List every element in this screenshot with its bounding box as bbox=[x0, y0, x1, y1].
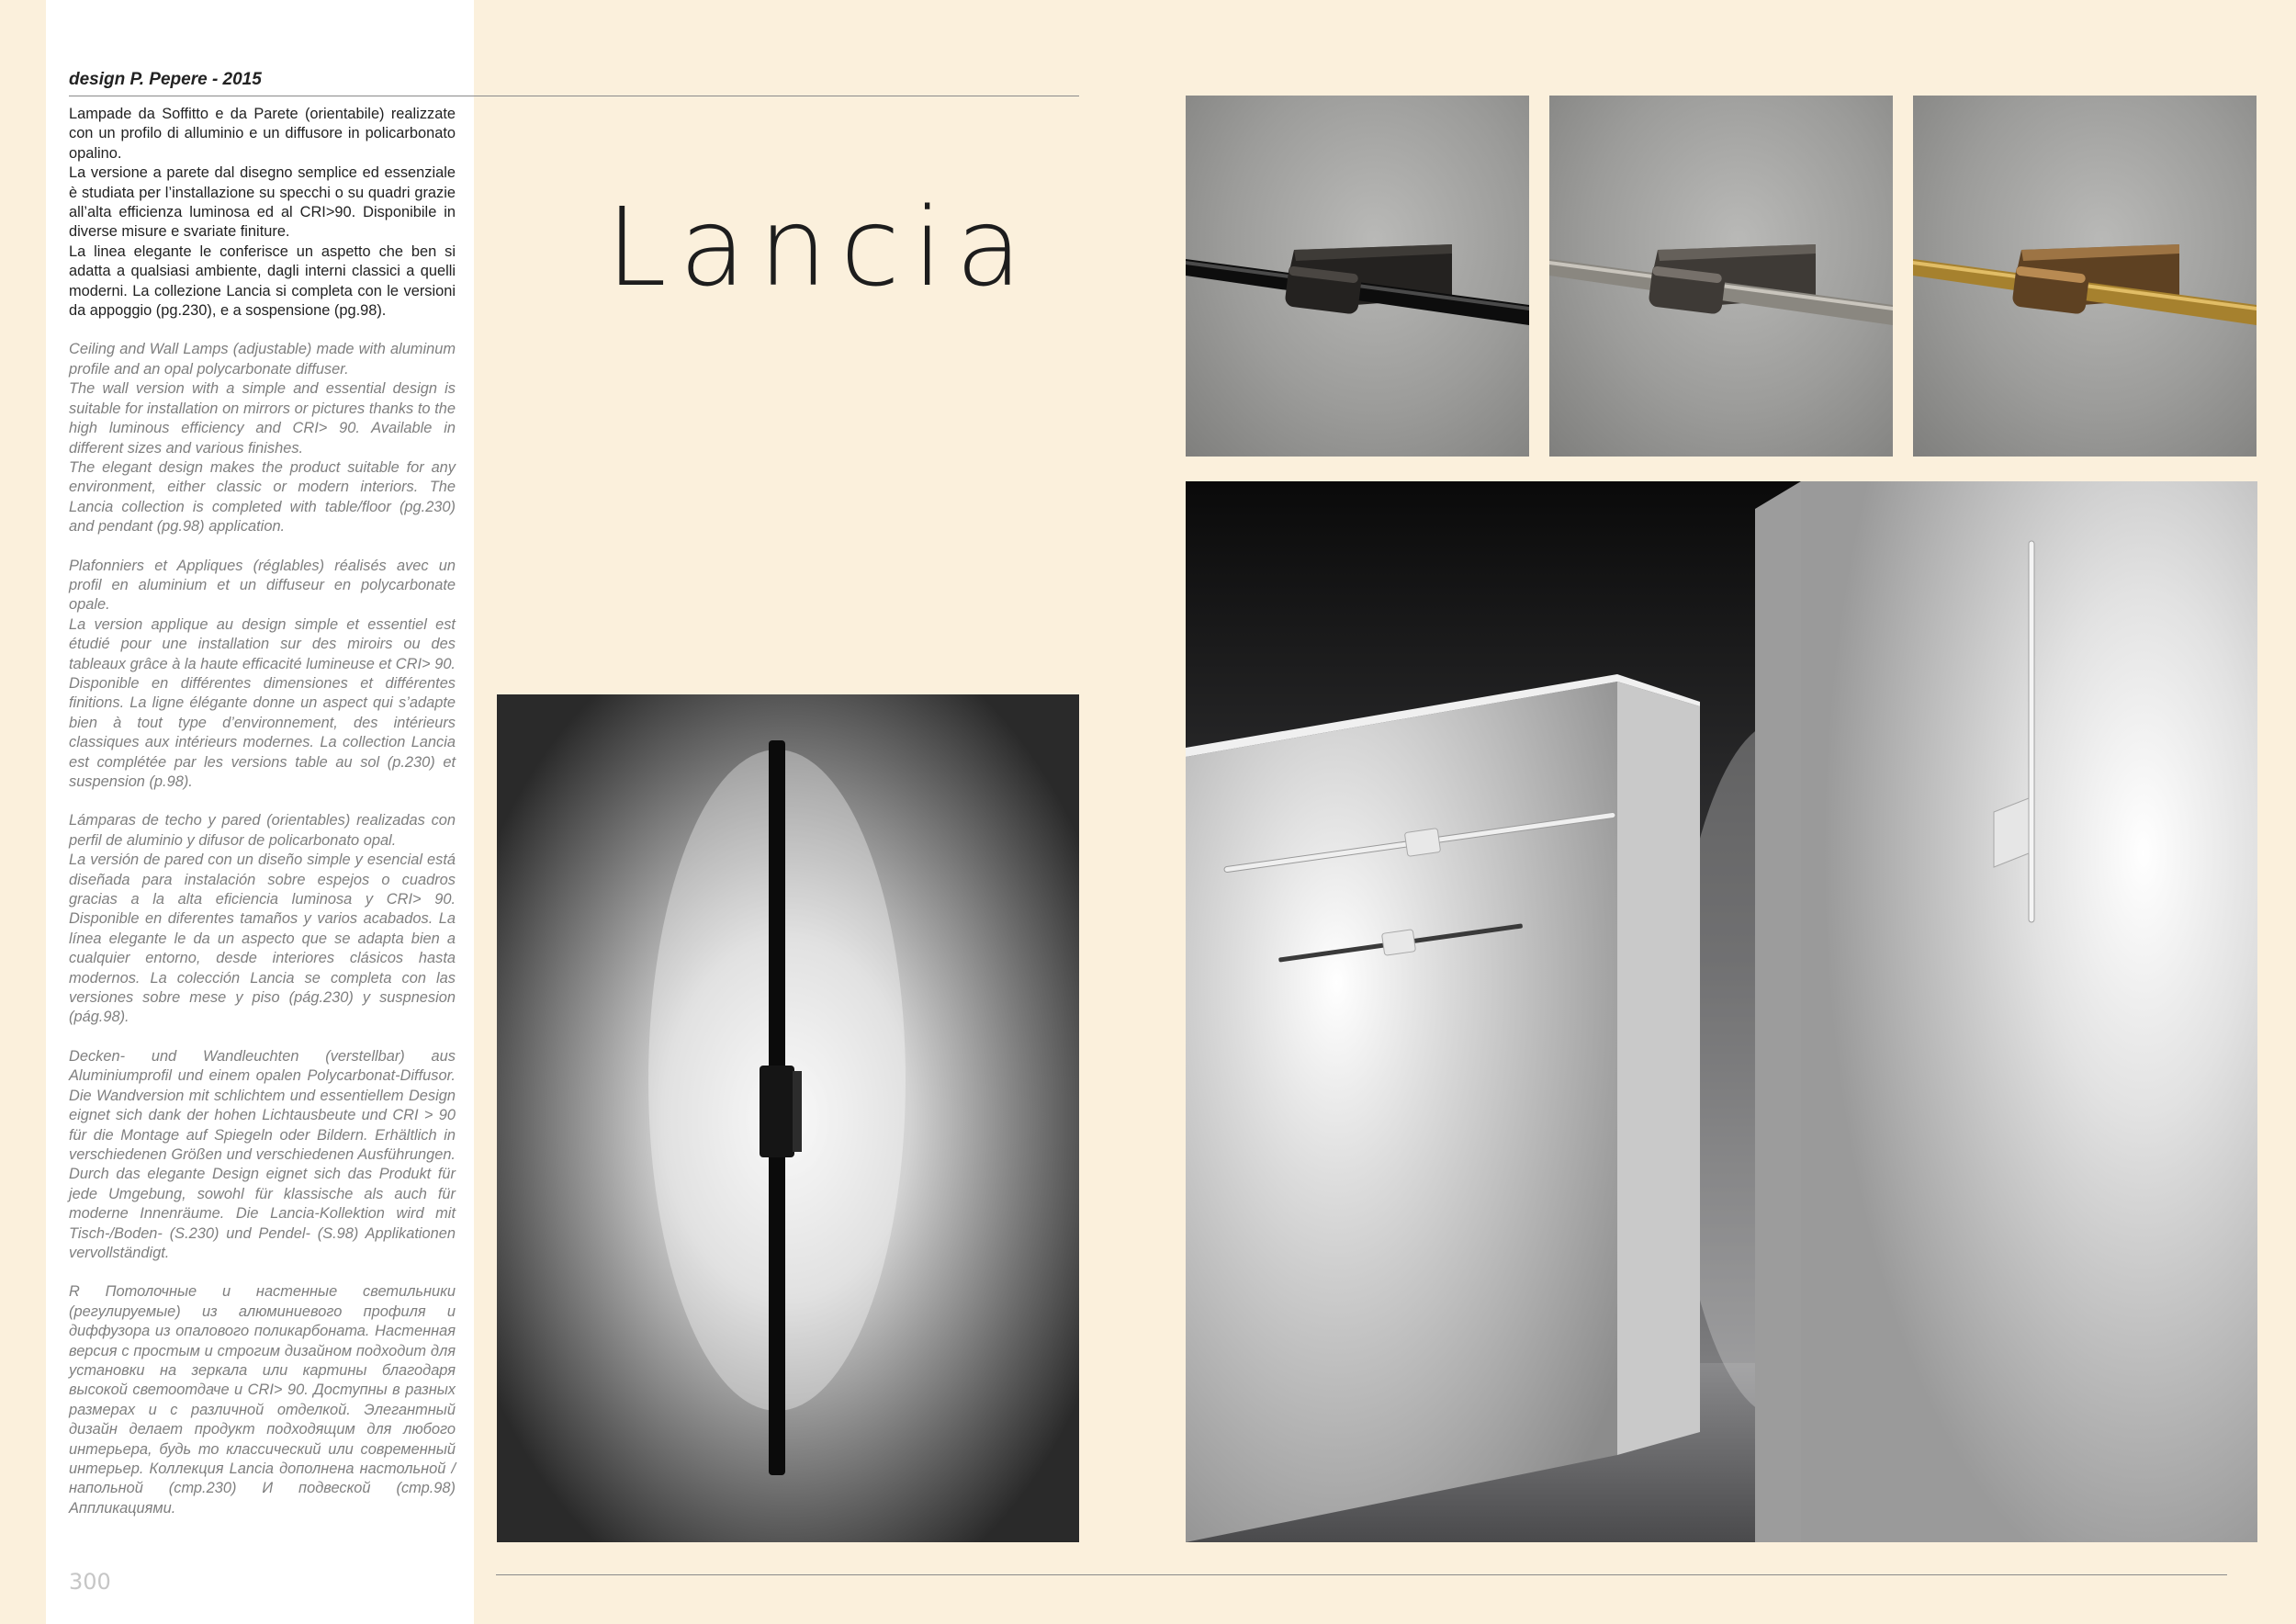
description-english-3: The elegant design makes the product suitable for any environment, either classic or modern interiors. The Lancia collection is completed with table/floor (pg.230) and pendant (pg.98) application. bbox=[69, 458, 456, 536]
vertical-lamp-photo bbox=[497, 694, 1079, 1542]
wall-panel-left bbox=[1186, 682, 1617, 1542]
description-italian-1: Lampade da Soffitto e da Parete (orientabile) realizzate con un profilo di alluminio e un diffusore in policarbonato opalino. bbox=[69, 106, 456, 162]
description-column bbox=[69, 105, 456, 1518]
description-italian-3: La linea elegante le conferisce un aspetto che ben si adatta a qualsiasi ambiente, dagli interni classici a quelli moderni. La collezione Lancia si completa con le versioni da appoggio (pg.230), e a sospensione (pg.98). bbox=[69, 242, 456, 320]
description-french-1: Plafonniers et Appliques (réglables) réalisés avec un profil en aluminium et un diffuseur en polycarbonate opale. bbox=[69, 557, 456, 614]
description-spanish-1: Lámparas de techo y pared (orientables) realizadas con perfil de aluminio y difusor de policarbonato opal. bbox=[69, 812, 456, 849]
finish-photo-nickel bbox=[1549, 96, 1893, 457]
description-english-1: Ceiling and Wall Lamps (adjustable) made with aluminum profile and an opal polycarbonate diffuser. bbox=[69, 341, 456, 378]
description-russian-1: R Потолочные и настенные светильники (регулируемые) из алюминиевого профиля и диффузора из опалового поликарбоната. Настенная версия с простым и строгим дизайном подходит для установки на зеркала или картины благодаря высокой светоотдаче и CRI> 90. Доступны в разных размерах и с различной отделкой. Элегантный дизайн делает продукт подходящим для любого интерьера, будь то классический или современный интерьер. Коллекция Lancia дополнена настольной / напольной (стр.230) И подвеской (стр.98) Аппликациями. bbox=[69, 1283, 456, 1517]
finish-photo-black bbox=[1186, 96, 1529, 457]
description-italian-2: La versione a parete dal disegno semplice ed essenziale è studiata per l’installazione su specchi o su quadri grazie all’alta efficienza luminosa ed al CRI>90. Disponibile in diverse misure e svariate finiture. bbox=[69, 164, 456, 241]
product-title: Lancia bbox=[606, 184, 1035, 310]
description-english-2: The wall version with a simple and essential design is suitable for installation on mirrors or pictures thanks to the high luminous efficiency and CRI> 90. Available in different sizes and various finishes. bbox=[69, 380, 456, 457]
lamp-bracket bbox=[760, 1066, 794, 1157]
interior-scene-photo bbox=[1186, 481, 2257, 1542]
page-number: 300 bbox=[69, 1569, 111, 1595]
wall-lamp-vertical bbox=[2029, 541, 2034, 922]
description-french-2: La version applique au design simple et essentiel est étudié pour une installation sur des miroirs ou des tableaux grâce à la haute efficacité lumineuse et CRI> 90. Disponible en différentes dimensiones et différentes finitions. La ligne élégante donne un aspect qui s’adapte bien à tout type d’environnement, des intérieurs classiques aux intérieurs modernes. La collection Lancia est complétée par les versions table au sol (p.230) et suspension (p.98). bbox=[69, 615, 456, 790]
bottom-divider bbox=[496, 1574, 2227, 1575]
finish-photo-gold bbox=[1913, 96, 2257, 457]
description-spanish-2: La versión de pared con un diseño simple y esencial está diseñada para instalación sobre espejos o cuadros gracias a la alta eficiencia luminosa y CRI> 90. Disponible en diferentes tamaños y varios acabados. La línea elegante le da un aspecto que se adapta bien a cualquier entorno, desde interiores clásicos hasta modernos. La colección Lancia se completa con las versiones sobre mese y piso (pág.230) y suspnesion (pág.98). bbox=[69, 851, 456, 1026]
description-german-1: Decken- und Wandleuchten (verstellbar) aus Aluminiumprofil und einem opalen Polycarbonat-Diffusor. Die Wandversion mit schlichtem und essentiellem Design eignet sich dank der hohen Lichtausbeute und CRI > 90 für die Montage auf Spiegeln oder Bildern. Erhältlich in verschiedenen Größen und verschiedenen Ausführungen. Durch das elegante Design eignet sich das Produkt für jede Umgebung, sowohl für klassische als auch für moderne Innenräume. Die Lancia-Kollektion wird mit Tisch-/Boden- (S.230) und Pendel- (S.98) Applikationen vervollständigt. bbox=[69, 1047, 456, 1261]
design-credit: design P. Pepere - 2015 bbox=[69, 70, 262, 89]
